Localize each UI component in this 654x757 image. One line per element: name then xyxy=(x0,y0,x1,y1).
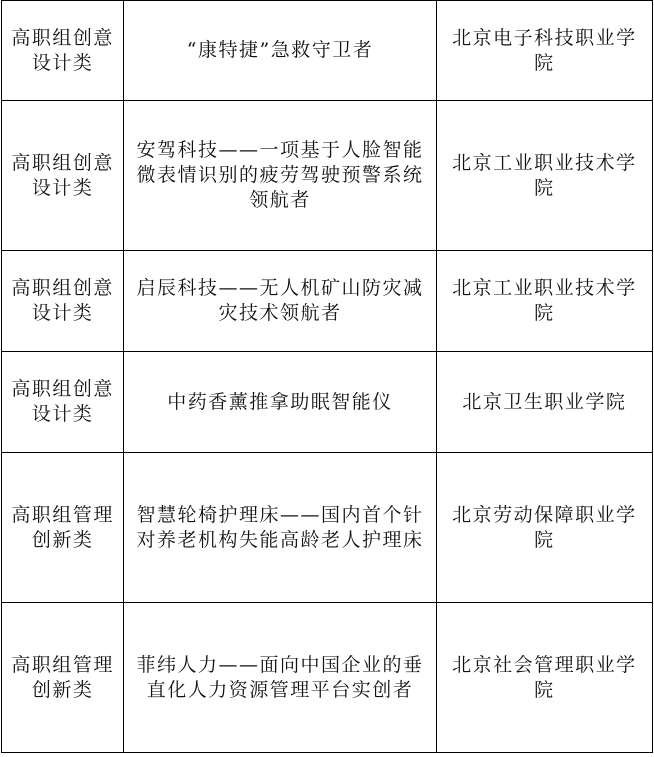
school-cell: 北京社会管理职业学院 xyxy=(436,603,652,753)
project-cell: 菲纬人力——面向中国企业的垂直化人力资源管理平台实创者 xyxy=(124,603,436,753)
project-cell: “康特捷”急救守卫者 xyxy=(124,1,436,101)
category-cell: 高职组创意设计类 xyxy=(2,352,124,453)
table-row xyxy=(2,603,653,753)
school-cell: 北京工业职业技术学院 xyxy=(436,251,652,352)
project-cell: 安驾科技——一项基于人脸智能微表情识别的疲劳驾驶预警系统领航者 xyxy=(124,101,436,251)
awards-table xyxy=(1,0,653,753)
school-cell: 北京劳动保障职业学院 xyxy=(436,453,652,603)
school-cell: 北京电子科技职业学院 xyxy=(436,1,652,101)
table-row xyxy=(2,1,653,101)
school-cell: 北京卫生职业学院 xyxy=(436,352,652,453)
category-cell: 高职组创意设计类 xyxy=(2,101,124,251)
project-cell: 中药香薰推拿助眠智能仪 xyxy=(124,352,436,453)
school-cell: 北京工业职业技术学院 xyxy=(436,101,652,251)
category-cell: 高职组创意设计类 xyxy=(2,1,124,101)
table-row xyxy=(2,453,653,603)
category-cell: 高职组管理创新类 xyxy=(2,453,124,603)
table-row xyxy=(2,352,653,453)
table-row xyxy=(2,101,653,251)
table-row xyxy=(2,251,653,352)
category-cell: 高职组创意设计类 xyxy=(2,251,124,352)
category-cell: 高职组管理创新类 xyxy=(2,603,124,753)
project-cell: 智慧轮椅护理床——国内首个针对养老机构失能高龄老人护理床 xyxy=(124,453,436,603)
project-cell: 启辰科技——无人机矿山防灾减灾技术领航者 xyxy=(124,251,436,352)
